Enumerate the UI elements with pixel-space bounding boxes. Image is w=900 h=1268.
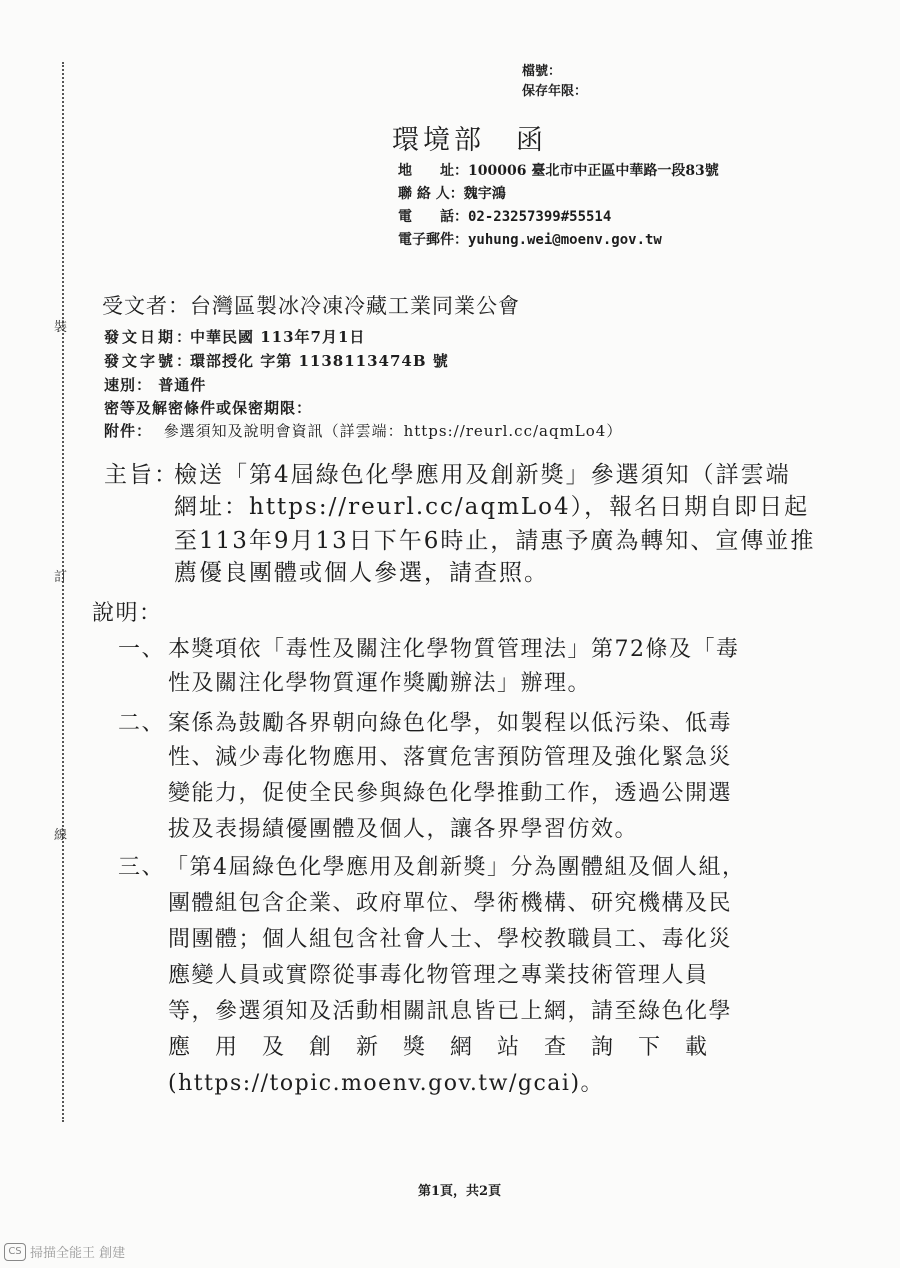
- subject-line: 至113年9月13日下午6時止，請惠予廣為轉知、宣傳並推: [174, 528, 816, 554]
- item-line: (https://topic.moenv.gov.tw/gcai)。: [168, 1071, 605, 1096]
- address-value: 100006 臺北市中正區中華路一段83號: [468, 163, 719, 179]
- issue-date-row: [104, 326, 365, 347]
- attachment-value: 參選須知及說明會資訊（詳雲端：https://reurl.cc/aqmLo4）: [163, 422, 623, 440]
- binding-line: [62, 62, 64, 1122]
- camscanner-logo-icon: CS: [4, 1243, 26, 1261]
- explanation-label: 說明：: [92, 601, 163, 626]
- item-line: 「第4屆綠色化學應用及創新獎」分為團體組及個人組，: [166, 855, 746, 880]
- attachment-row: [104, 420, 622, 441]
- item-number: 三、: [118, 855, 166, 880]
- item-line: 團體組包含企業、政府單位、學術機構、研究機構及民: [168, 891, 733, 916]
- email-value: yuhung.wei@moenv.gov.tw: [468, 232, 662, 248]
- item-line: 性及關注化學物質運作獎勵辦法」辦理。: [168, 671, 592, 696]
- item-number: 二、: [118, 711, 166, 736]
- doc-number-label: 發文字號：: [104, 352, 195, 370]
- binding-mark: 訂: [54, 570, 68, 585]
- speed-row: [104, 374, 206, 395]
- issue-date-value: 中華民國 113年7月1日: [190, 328, 366, 346]
- page-number: 第1頁，共2頁: [418, 1184, 502, 1199]
- recipient-row: [102, 290, 520, 320]
- contact-person-row: [398, 183, 506, 203]
- speed-label: 速別：: [104, 376, 153, 394]
- item-line: 性、減少毒化物應用、落實危害預防管理及強化緊急災: [168, 745, 733, 770]
- contact-person-label: 聯 絡 人：: [398, 186, 464, 202]
- email-label: 電子郵件：: [398, 232, 468, 248]
- subject-line: 網址：https://reurl.cc/aqmLo4），報名日期自即日起: [174, 494, 810, 520]
- item-line: 變能力，促使全民參與綠色化學推動工作，透過公開選: [168, 781, 733, 806]
- item-line: 拔及表揚績優團體及個人，讓各界學習仿效。: [168, 817, 639, 842]
- file-number-label: 檔號：: [522, 64, 562, 79]
- recipient-label: 受文者：: [102, 294, 190, 318]
- recipient-value: 台灣區製冰冷凍冷藏工業同業公會: [190, 294, 520, 318]
- retention-label: 保存年限：: [522, 84, 588, 99]
- binding-mark: 裝: [54, 320, 68, 335]
- phone-value: 02-23257399#55514: [468, 209, 612, 225]
- item-number: 一、: [118, 637, 166, 662]
- item-line: 等，參選須知及活動相關訊息皆已上網，請至綠色化學: [168, 999, 733, 1024]
- speed-value: 普通件: [158, 376, 207, 394]
- item-line: 應 用 及 創 新 獎 網 站 查 詢 下 載: [168, 1035, 709, 1060]
- doc-number-row: [104, 350, 449, 371]
- attachment-label: 附件：: [104, 422, 153, 440]
- subject-line: 檢送「第4屆綠色化學應用及創新獎」參選須知（詳雲端: [174, 462, 791, 488]
- phone-row: [398, 206, 611, 226]
- scanner-text: 掃描全能王 創建: [30, 1246, 126, 1261]
- address-row: [398, 160, 719, 180]
- doc-number-value: 環部授化 字第 1138113474B 號: [190, 352, 449, 370]
- item-line: 本獎項依「毒性及關注化學物質管理法」第72條及「毒: [168, 637, 740, 662]
- document-title: 環境部 函: [392, 125, 547, 156]
- subject-line: 薦優良團體或個人參選，請查照。: [174, 560, 549, 586]
- phone-label: 電 話：: [398, 209, 468, 225]
- item-line: 間團體；個人組包含社會人士、學校教職員工、毒化災: [168, 927, 733, 952]
- email-row: [398, 229, 662, 249]
- address-label: 地 址：: [398, 163, 468, 179]
- subject-label: 主旨：: [104, 462, 179, 488]
- item-line: 應變人員或實際從事毒化物管理之專業技術管理人員: [168, 963, 709, 988]
- issue-date-label: 發文日期：: [104, 328, 195, 346]
- contact-person-value: 魏宇鴻: [463, 186, 506, 202]
- scanner-watermark: [4, 1242, 125, 1261]
- item-line: 案係為鼓勵各界朝向綠色化學，如製程以低污染、低毒: [168, 711, 733, 736]
- binding-mark: 線: [54, 828, 68, 843]
- secrecy-label: 密等及解密條件或保密期限：: [104, 399, 313, 417]
